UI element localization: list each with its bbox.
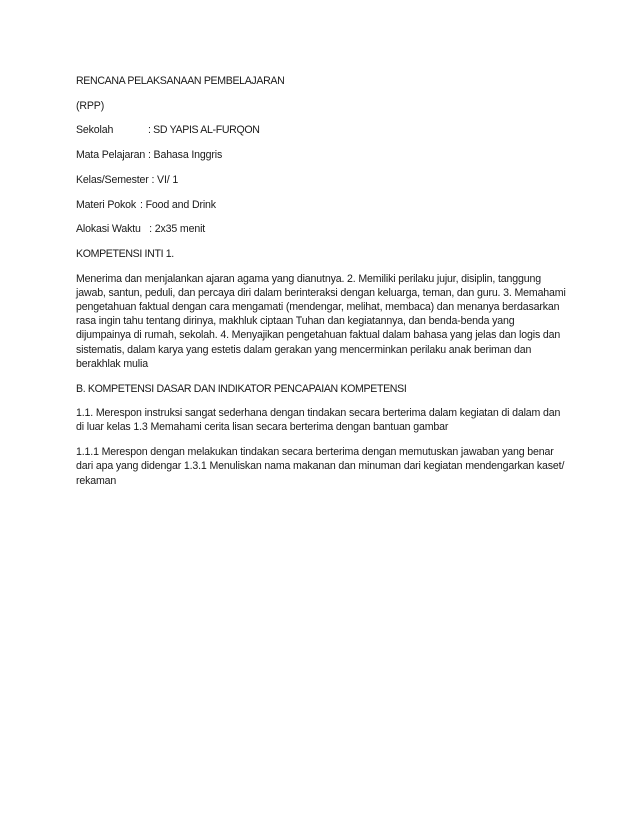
field-sekolah-label: Sekolah (76, 124, 114, 137)
kd-paragraph-2: 1.1.1 Merespon dengan melakukan tindakan secara berterima dengan memutuskan jawaban yang benar dari apa yang didengar 1.3.1 Menuliskan nama makanan dan minuman dari kegiatan mendengarkan kaset/ rekaman (76, 446, 565, 487)
field-sekolah-value: : SD YAPIS AL-FURQON (148, 124, 260, 137)
kd-heading: B. KOMPETENSI DASAR DAN INDIKATOR PENCAPAIAN KOMPETENSI (76, 382, 407, 395)
field-materi-pokok (76, 198, 566, 212)
document-title: RENCANA PELAKSANAAN PEMBELAJARAN (76, 75, 285, 87)
field-materi-label: Materi Pokok (76, 198, 137, 211)
document-subtitle: (RPP) (76, 99, 105, 112)
ki-body: Menerima dan menjalankan ajaran agama yang dianutnya. 2. Memiliki perilaku jujur, disiplin, tanggung jawab, santun, peduli, dan percaya diri dalam berinteraksi dengan keluarga, teman, dan guru. 3. Memahami pengetahuan faktual dengan cara mengamati (mendengar, melihat, membaca) dan menanya berdasarkan rasa ingin tahu tentang dirinya, makhluk ciptaan Tuhan dan kegiatannya, dan benda-benda yang dijumpainya di rumah, sekolah. 4. Menyajikan pengetahuan faktual dalam bahasa yang jelas dan logis dan sistematis, dalam karya yang estetis dalam gerakan yang mencerminkan perilaku anak beriman dan berakhlak mulia (76, 272, 566, 370)
document-body (76, 74, 566, 498)
field-sekolah (76, 123, 566, 137)
kd-paragraph-1: 1.1. Merespon instruksi sangat sederhana dengan tindakan secara berterima dalam kegiatan di dalam dan di luar kelas 1.3 Memahami cerita lisan secara berterima dengan bantuan gambar (76, 407, 561, 434)
field-alokasi-waktu: Alokasi Waktu : 2x35 menit (76, 223, 206, 236)
ki-heading: KOMPETENSI INTI 1. (76, 247, 174, 260)
field-mata-pelajaran: Mata Pelajaran : Bahasa Inggris (76, 149, 223, 162)
field-kelas-semester: Kelas/Semester : VI/ 1 (76, 173, 179, 186)
field-materi-value: : Food and Drink (140, 198, 216, 211)
